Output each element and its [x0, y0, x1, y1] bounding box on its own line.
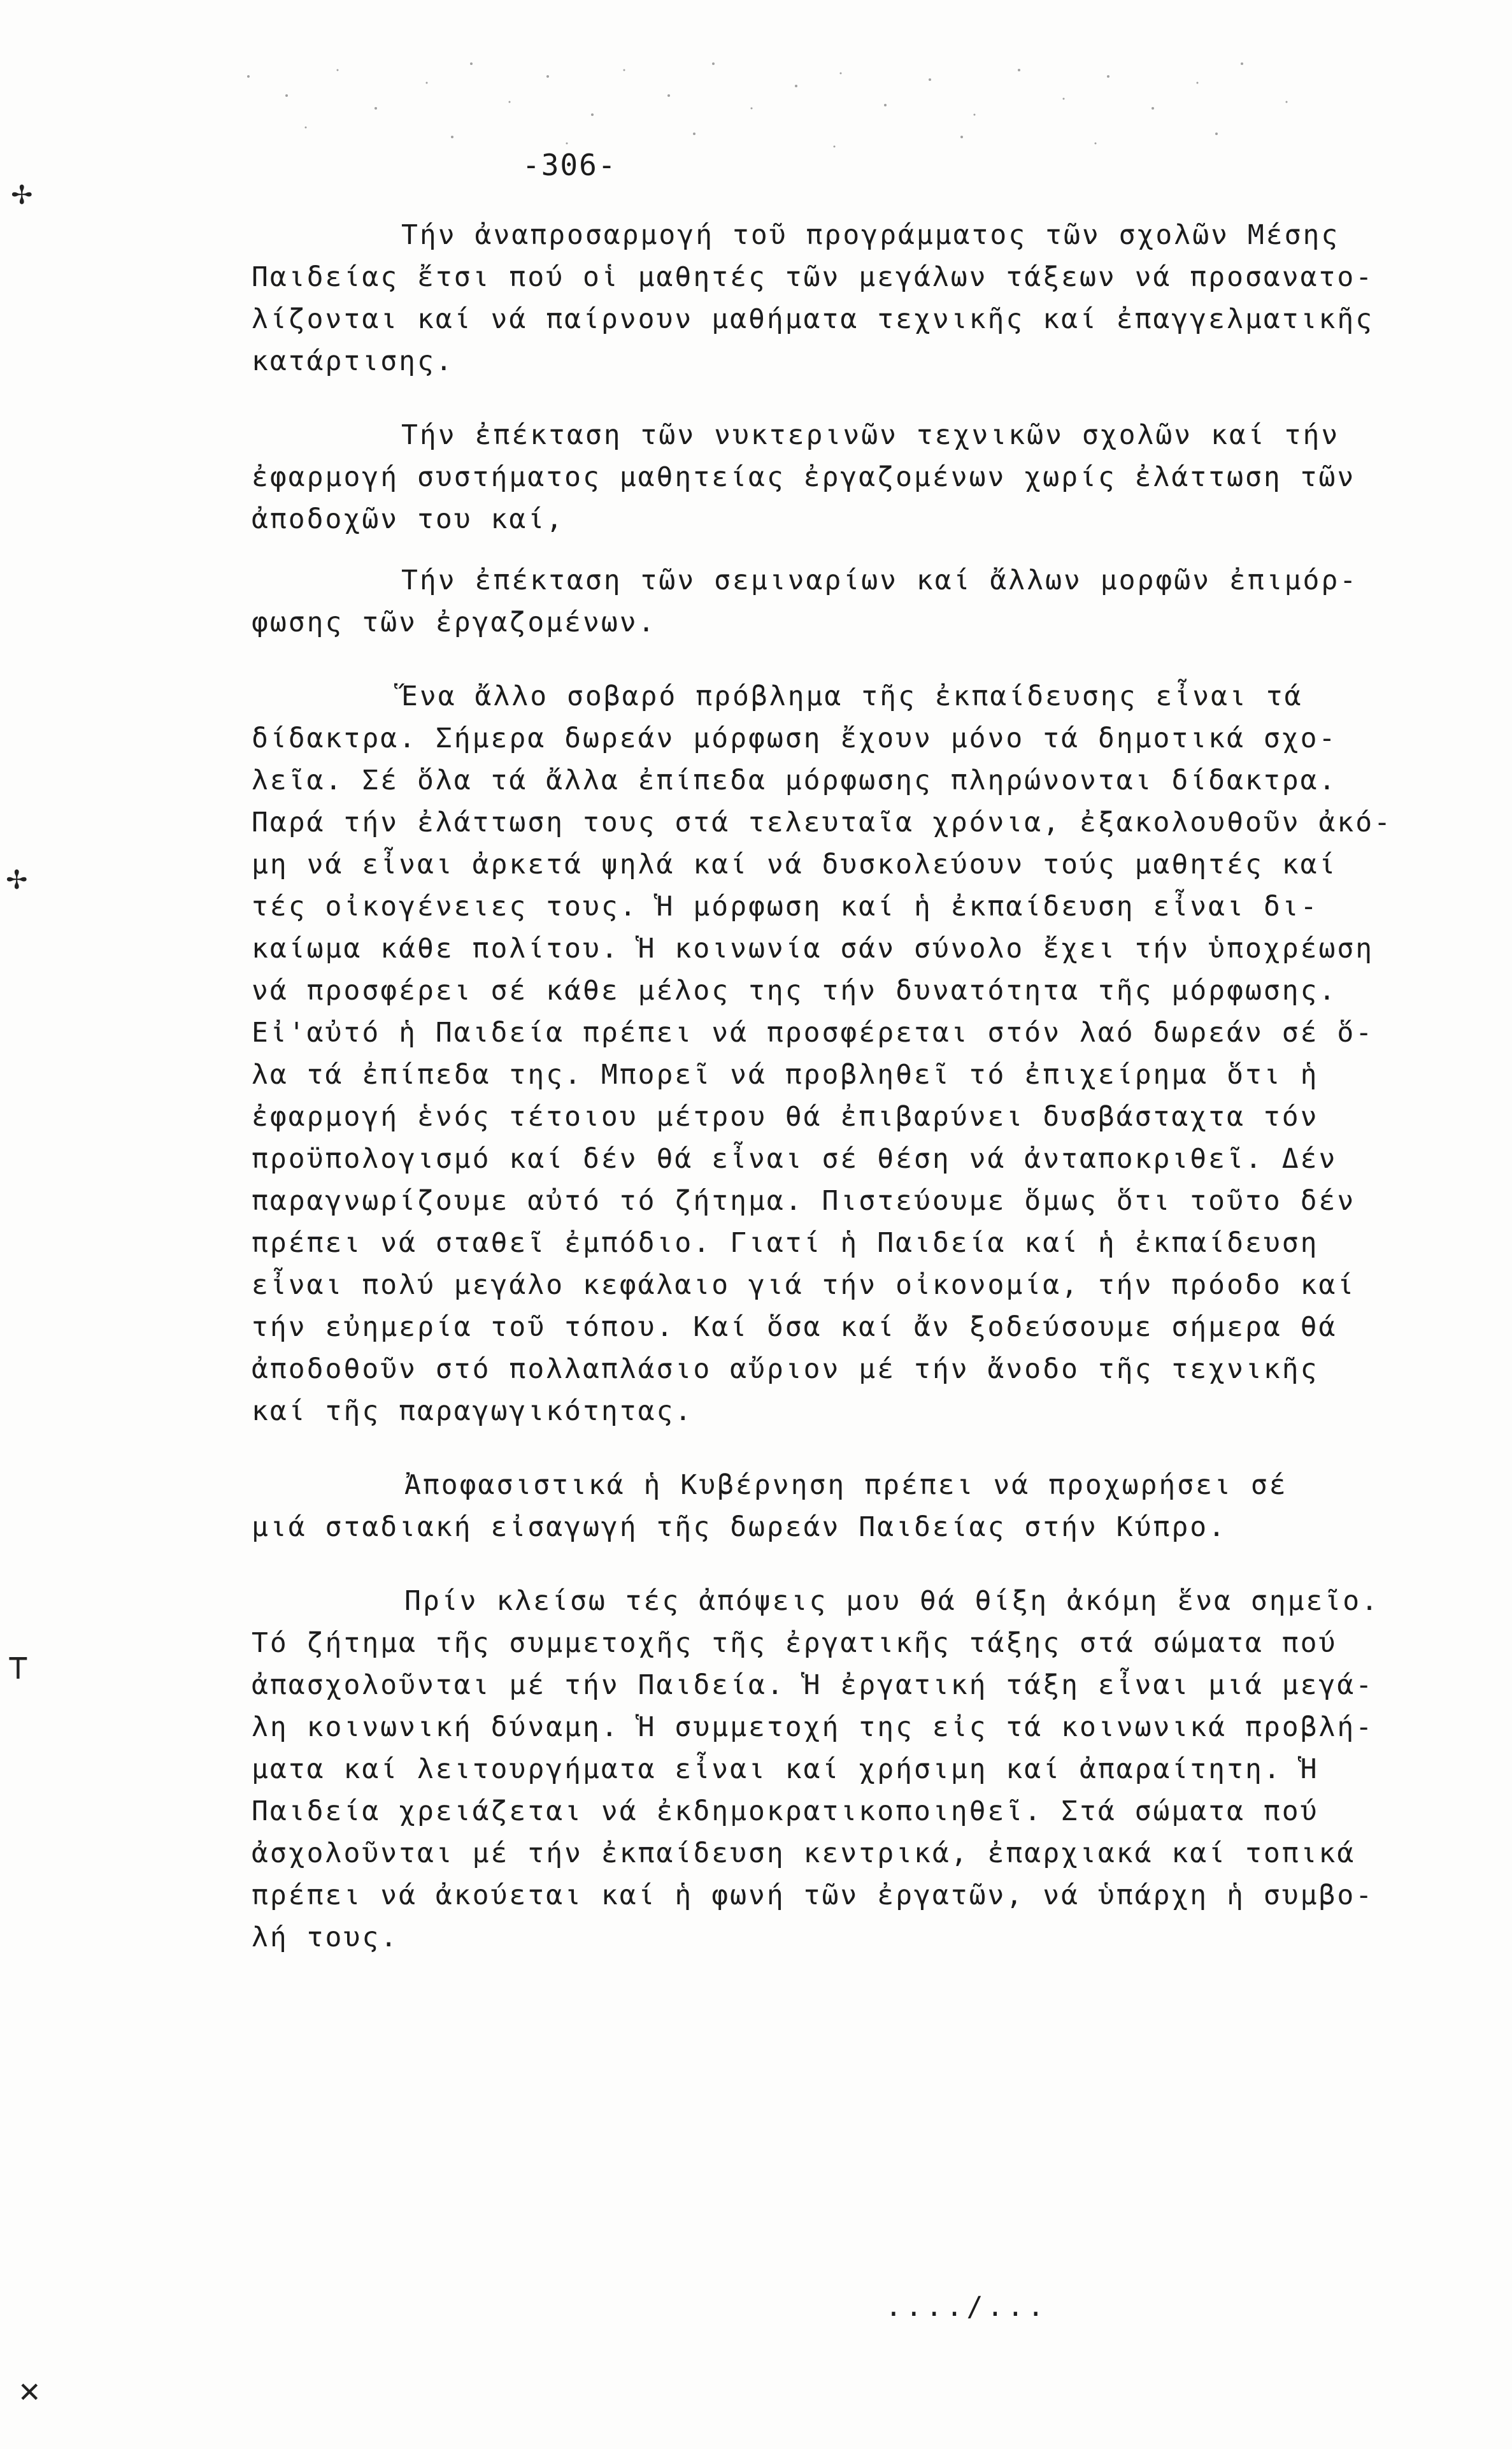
text-line: λή τους.	[252, 1921, 399, 1953]
text-line: λη κοινωνική δύναμη. Ἡ συμμετοχή της εἰς τά κοινωνικά προβλή-	[252, 1711, 1374, 1743]
text-line: ἀποδοχῶν του καί,	[252, 503, 565, 535]
text-line: φωσης τῶν ἐργαζομένων.	[252, 607, 657, 638]
continuation-marker: ..../...	[885, 2291, 1048, 2323]
text-line: τές οἰκογένειες τους. Ἡ μόρφωση καί ἡ ἐκπαίδευση εἶναι δι-	[252, 891, 1319, 923]
text-line: μη νά εἶναι ἀρκετά ψηλά καί νά δυσκολεύουν τούς μαθητές καί	[252, 849, 1337, 880]
text-line: Τό ζήτημα τῆς συμμετοχῆς τῆς ἐργατικῆς τάξης στά σώματα πού	[252, 1627, 1337, 1659]
text-line: Ἀποφασιστικά ἡ Κυβέρνηση πρέπει νά προχωρήσει σέ	[404, 1469, 1288, 1501]
text-line: εἶναι πολύ μεγάλο κεφάλαιο γιά τήν οἰκονομία, τήν πρόοδο καί	[252, 1269, 1356, 1301]
text-line: μιά σταδιακή εἰσαγωγή τῆς δωρεάν Παιδείας στήν Κύπρο.	[252, 1511, 1227, 1543]
text-line: λα τά ἐπίπεδα της. Μπορεῖ νά προβληθεῖ τό ἐπιχείρημα ὅτι ἡ	[252, 1059, 1319, 1091]
text-line: Ἕνα ἄλλο σοβαρό πρόβλημα τῆς ἐκπαίδευσης εἶναι τά	[401, 680, 1303, 712]
text-line: προϋπολογισμό καί δέν θά εἶναι σέ θέση νά ἀνταποκριθεῖ. Δέν	[252, 1143, 1337, 1175]
binding-mark-icon: ✢	[11, 172, 32, 212]
text-line: νά προσφέρει σέ κάθε μέλος της τήν δυνατότητα τῆς μόρφωσης.	[252, 975, 1337, 1007]
text-line: Τήν ἀναπροσαρμογή τοῦ προγράμματος τῶν σχολῶν Μέσης	[401, 219, 1340, 251]
text-line: καί τῆς παραγωγικότητας.	[252, 1395, 694, 1427]
text-line: πρέπει νά ἀκούεται καί ἡ φωνή τῶν ἐργατῶν, νά ὑπάρχη ἡ συμβο-	[252, 1879, 1374, 1911]
text-line: Τήν ἐπέκταση τῶν νυκτερινῶν τεχνικῶν σχολῶν καί τήν	[401, 419, 1340, 451]
text-line: Εἰ'αὐτό ἡ Παιδεία πρέπει νά προσφέρεται στόν λαό δωρεάν σέ ὅ-	[252, 1017, 1374, 1049]
text-line: λίζονται καί νά παίρνουν μαθήματα τεχνικῆς καί ἐπαγγελματικῆς	[252, 303, 1374, 335]
binding-mark-icon: ✕	[19, 2370, 40, 2410]
text-line: δίδακτρα. Σήμερα δωρεάν μόρφωση ἔχουν μόνο τά δημοτικά σχο-	[252, 722, 1337, 754]
text-line: τήν εὐημερία τοῦ τόπου. Καί ὅσα καί ἄν ξοδεύσουμε σήμερα θά	[252, 1311, 1337, 1343]
text-line: ἐφαρμογή ἑνός τέτοιου μέτρου θά ἐπιβαρύνει δυσβάσταχτα τόν	[252, 1101, 1319, 1133]
page-number: -306-	[522, 148, 617, 182]
text-line: ἀπασχολοῦνται μέ τήν Παιδεία. Ἡ ἐργατική τάξη εἶναι μιά μεγά-	[252, 1669, 1374, 1701]
text-line: κατάρτισης.	[252, 345, 454, 377]
text-line: Παιδείας ἔτσι πού οἱ μαθητές τῶν μεγάλων τάξεων νά προσανατο-	[252, 261, 1374, 293]
text-line: Πρίν κλείσω τές ἀπόψεις μου θά θίξη ἀκόμη ἕνα σημεῖο.	[404, 1585, 1380, 1617]
text-line: καίωμα κάθε πολίτου. Ἡ κοινωνία σάν σύνολο ἔχει τήν ὑποχρέωση	[252, 933, 1374, 965]
text-line: λεῖα. Σέ ὅλα τά ἄλλα ἐπίπεδα μόρφωσης πληρώνονται δίδακτρα.	[252, 765, 1337, 796]
text-line: Παιδεία χρειάζεται νά ἐκδημοκρατικοποιηθεῖ. Στά σώματα πού	[252, 1795, 1319, 1827]
scan-noise	[210, 25, 1325, 172]
text-line: Τήν ἐπέκταση τῶν σεμιναρίων καί ἄλλων μορφῶν ἐπιμόρ-	[401, 564, 1359, 596]
text-line: ἀποδοθοῦν στό πολλαπλάσιο αὔριον μέ τήν ἄνοδο τῆς τεχνικῆς	[252, 1353, 1319, 1385]
body-text	[252, 214, 1393, 1958]
text-line: πρέπει νά σταθεῖ ἐμπόδιο. Γιατί ἡ Παιδεία καί ἡ ἐκπαίδευση	[252, 1227, 1319, 1259]
text-line: ἐφαρμογή συστήματος μαθητείας ἐργαζομένων χωρίς ἐλάττωση τῶν	[252, 461, 1356, 493]
text-line: παραγνωρίζουμε αὐτό τό ζήτημα. Πιστεύουμε ὅμως ὅτι τοῦτο δέν	[252, 1185, 1356, 1217]
text-line: ἀσχολοῦνται μέ τήν ἐκπαίδευση κεντρικά, ἐπαρχιακά καί τοπικά	[252, 1837, 1356, 1869]
binding-mark-icon: ⊤	[8, 1647, 29, 1687]
text-line: ματα καί λειτουργήματα εἶναι καί χρήσιμη καί ἀπαραίτητη. Ἡ	[252, 1753, 1319, 1785]
binding-mark-icon: ✢	[6, 857, 27, 897]
text-line: Παρά τήν ἐλάττωση τους στά τελευταῖα χρόνια, ἐξακολουθοῦν ἀκό-	[252, 807, 1393, 838]
